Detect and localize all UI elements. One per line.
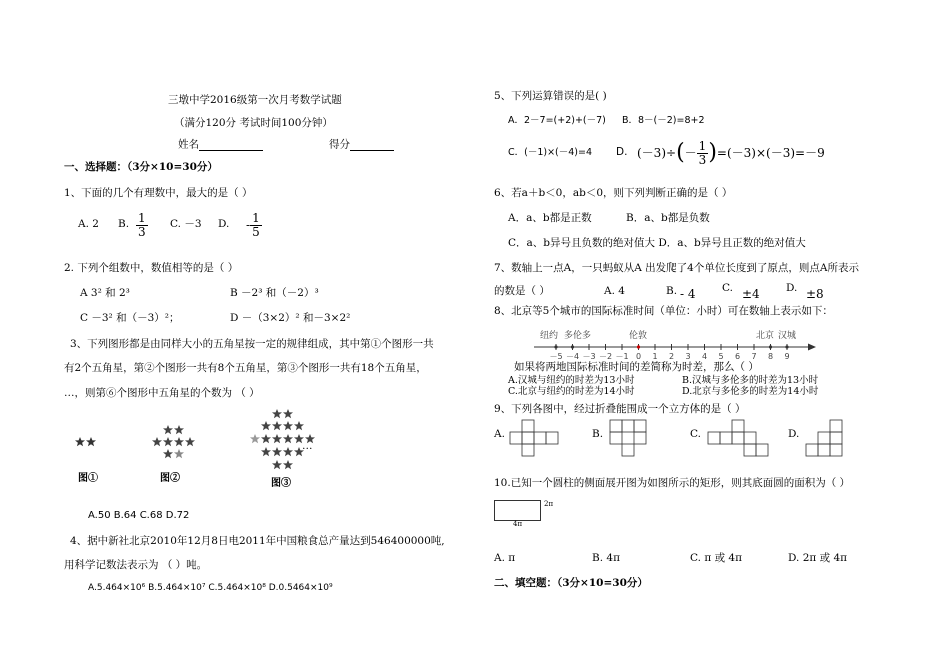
q7-line1: 7、数轴上一点A，一只蚂蚁从A 出发爬了4个单位长度到了原点，则点A所表示 [494,262,859,274]
net-c [708,420,768,456]
section2-title: 二、填空题：（3分×10=30分） [494,577,648,589]
number-line-tick-label: 6 [734,352,741,361]
q1-opt-c: C. －3 [170,218,202,230]
q3-options: A.50 B.64 C.68 D.72 [88,510,190,521]
q5-opt-a: A．2－7=(+2)+(－7) [508,115,606,126]
q2-opt-b: B －2³ 和（－2）³ [230,287,319,299]
fig2-label: 图② [160,473,180,484]
name-field[interactable] [178,138,263,151]
q1-b-fraction: $\frac{1}{3}$ [138,211,146,239]
city-point [571,345,574,348]
score-label: 得分 [329,138,350,151]
rect-bottom-label: 4π [513,520,523,528]
q1-opt-b: B. [118,218,130,230]
q5-opt-b: B．8－(－2)=8+2 [622,115,705,126]
q3-line2: 有2个五角星，第②个图形一共有8个五角星，第③个图形一共有18个五角星， [64,362,427,374]
q9-opt-b: B. [592,428,604,440]
q7-line2: 的数是（ ） [494,285,550,297]
page-title: 三墩中学2016级第一次月考数学试题 [168,94,342,106]
number-line-tick-label: －4 [565,352,580,361]
q8-question: 如果将两地国际标准时间的差简称为时差，那么（ ） [514,361,759,373]
fig1-label: 图① [78,473,98,484]
q1-opt-a: A. 2 [78,218,99,230]
number-line-tick-label: 5 [718,352,724,361]
number-line-tick-label: 9 [784,352,790,361]
q9-opt-c: C. [690,428,701,440]
q5-d-expression: (－3)÷(－ $\frac{1}{3}$ )=(－3)×(－3)=－9 [637,139,825,167]
number-line-tick-label: 3 [685,352,691,361]
page-subtitle: （满分120分 考试时间100分钟） [174,117,333,129]
q10-stem: 10.已知一个圆柱的侧面展开图为如图所示的矩形，则其底面圆的面积为（ ） [494,477,851,489]
city-point [769,345,772,348]
name-label: 姓名 [178,138,199,151]
city-point [554,345,557,348]
figure-2-stars [152,425,195,458]
q10-opt-a: A. π [494,552,516,564]
q7-opt-b: B. [666,285,678,297]
q1-d-fraction: - $\frac{1}{5}$ [246,211,260,239]
number-line-tick-label: 2 [668,352,675,361]
city-point [637,345,640,348]
q2-opt-d: D －（3×2）² 和－3×2² [230,312,351,324]
q6-opt-cd: C．a、b异号且负数的绝对值大 D．a、b异号且正数的绝对值大 [508,237,806,249]
cube-nets [506,418,866,462]
q8-opt-c: C.北京与纽约的时差为14小时 [508,386,635,397]
city-point [785,345,788,348]
q2-stem: 2. 下列个组数中，数值相等的是（ ） [64,262,239,274]
net-a [510,420,558,456]
number-line-tick-label: 7 [751,352,757,361]
q8-opt-d: D.北京与多伦多的时差为14小时 [682,386,819,397]
q1-stem: 1、下面的几个有理数中，最大的是（ ） [64,187,253,199]
number-line-tick-label: －5 [549,352,563,361]
q8-stem: 8、北京等5个城市的国际标准时间（单位：小时）可在数轴上表示如下： [494,305,833,317]
star-figures [60,402,440,482]
q8-opt-a: A.汉城与纽约的时差为13小时 [508,375,635,386]
q10-opt-b: B. 4π [592,552,620,564]
number-line-tick-label: －1 [615,352,629,361]
q9-opt-d: D. [788,428,800,440]
rect-side-label: 2π [544,500,554,508]
number-line-tick-label: －3 [582,352,596,361]
name-blank[interactable] [199,138,263,151]
figure-1-stars [75,437,96,446]
q8-opt-b: B.汉城与多伦多的时差为13小时 [682,375,819,386]
q2-opt-c: C －3² 和（－3）²； [80,312,180,324]
net-d [806,420,842,456]
q7-b-value: - 4 [680,287,696,301]
q7-opt-a: A. 4 [604,285,625,297]
q5-opt-d: D. [616,146,628,158]
q3-ellipsis: … [302,440,313,452]
q9-opt-a: A. [494,428,505,440]
q7-opt-c: C. [722,282,733,294]
q6-opt-b: B．a、b都是负数 [626,212,710,224]
city-hankou: 汉城 [778,331,797,341]
q5-stem: 5、下列运算错误的是( ) [494,90,607,102]
q9-stem: 9、下列各图中，经过折叠能围成一个立方体的是（ ） [494,403,746,415]
q6-stem: 6、若a＋b＜0，ab＜0，则下列判断正确的是（ ） [494,187,733,199]
q10-opt-c: C. π 或 4π [690,552,742,564]
score-blank[interactable] [350,138,394,151]
city-london: 伦敦 [629,331,648,341]
q2-opt-a: A 3² 和 2³ [80,287,130,299]
q1-opt-d: D. [218,218,230,230]
q7-d-value: ±8 [806,287,824,301]
fig3-label: 图③ [271,478,291,489]
q7-opt-d: D. [786,282,798,294]
number-line-tick-label: －2 [598,352,613,361]
city-toronto: 多伦多 [564,331,592,341]
number-line-tick-label: 0 [635,352,642,361]
q10-opt-d: D. 2π 或 4π [788,552,848,564]
q3-line1: 3、下列图形都是由同样大小的五角星按一定的规律组成，其中第①个图形一共 [70,338,434,350]
section1-title: 一、选择题：（3分×10=30分） [64,161,218,173]
q7-c-value: ±4 [742,287,760,301]
city-newyork: 纽约 [540,331,559,341]
number-line-tick-label: 1 [652,352,658,361]
score-field[interactable] [329,138,394,151]
net-b [610,420,646,456]
number-line-tick-label: 4 [701,352,708,361]
q5-opt-c: C．(－1)×(－4)=4 [508,147,593,158]
city-beijing: 北京 [756,331,775,341]
number-line-tick-label: 8 [767,352,774,361]
q3-line3: …，则第⑥个图形中五角星的个数为 （ ） [64,387,260,399]
q4-line2: 用科学记数法表示为 （ ）吨。 [64,559,208,571]
q6-opt-a: A．a、b都是正数 [508,212,592,224]
q4-options: A.5.464×10⁶ B.5.464×10⁷ C.5.464×10⁸ D.0.5464×10⁹ [88,583,333,593]
q4-line1: 4、据中新社北京2010年12月8日电2011年中国粮食总产量达到546400000吨, [70,535,445,547]
